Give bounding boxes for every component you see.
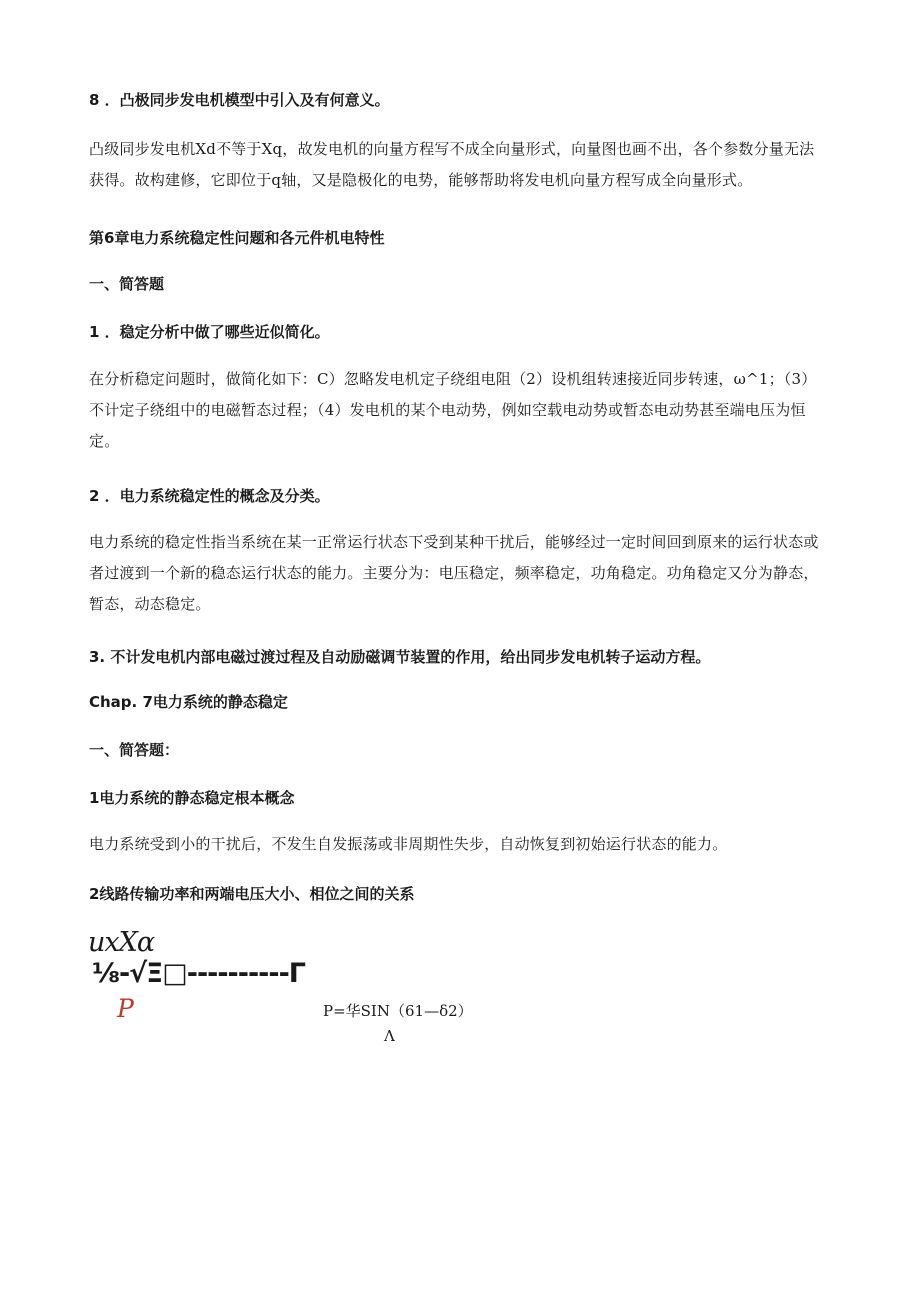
chapter6-answer-2: 电力系统的稳定性指当系统在某一正常运行状态下受到某种干扰后，能够经过一定时间回到原来的运行状态或者过渡到一个新的稳态运行状态的能力。主要分为：电压稳定，频率稳定，功角稳定。功角稳定又分为静态，暂态，动态稳定。 — [89, 533, 819, 613]
chapter7-section-heading: 一、简答题： — [89, 741, 180, 759]
chapter6-section-heading: 一、简答题 — [89, 275, 165, 293]
chapter6-question-3: 3. 不计发电机内部电磁过渡过程及自动励磁调节装置的作用，给出同步发电机转子运动方程。 — [89, 648, 711, 666]
q8-answer: 凸级同步发电机Xd不等于Xq，故发电机的向量方程写不成全向量形式，向量图也画不出，各个参数分量无法获得。故构建修，它即位于q轴，又是隐极化的电势，能够帮助将发电机向量方程写成全向量形式。 — [89, 140, 815, 189]
power-equation: P=华SIN（61—δ2） — [323, 1002, 473, 1020]
formula-line-2: ⅛-√Ξ□----------Γ — [92, 958, 305, 989]
chapter6-question-2: 2 ．电力系统稳定性的概念及分类。 — [89, 487, 330, 505]
q8-heading: 8 ．凸极同步发电机模型中引入及有何意义。 — [89, 91, 390, 109]
chapter7-question-2: 2线路传输功率和两端电压大小、相位之间的关系 — [89, 885, 415, 903]
chapter6-answer-1: 在分析稳定问题时，做简化如下：C）忽略发电机定子绕组电阻（2）设机组转速接近同步转速，ω^1；（3）不计定子绕组中的电磁暂态过程；（4）发电机的某个电动势，例如空载电动势或暂态电动势甚至端电压为恒定。 — [89, 370, 817, 450]
formula-symbol-p: P — [117, 994, 134, 1023]
formula-line-1: uxXα — [88, 927, 155, 958]
chapter7-answer-1: 电力系统受到小的干扰后，不发生自发振荡或非周期性失步，自动恢复到初始运行状态的能力。 — [89, 835, 728, 853]
chapter6-question-1: 1 ．稳定分析中做了哪些近似简化。 — [89, 323, 330, 341]
equation-footnote: Λ — [384, 1027, 395, 1045]
chapter6-title: 第6章电力系统稳定性问题和各元件机电特性 — [89, 229, 385, 247]
chapter7-title: Chap. 7电力系统的静态稳定 — [89, 693, 288, 711]
chapter7-question-1: 1电力系统的静态稳定根本概念 — [89, 789, 295, 807]
